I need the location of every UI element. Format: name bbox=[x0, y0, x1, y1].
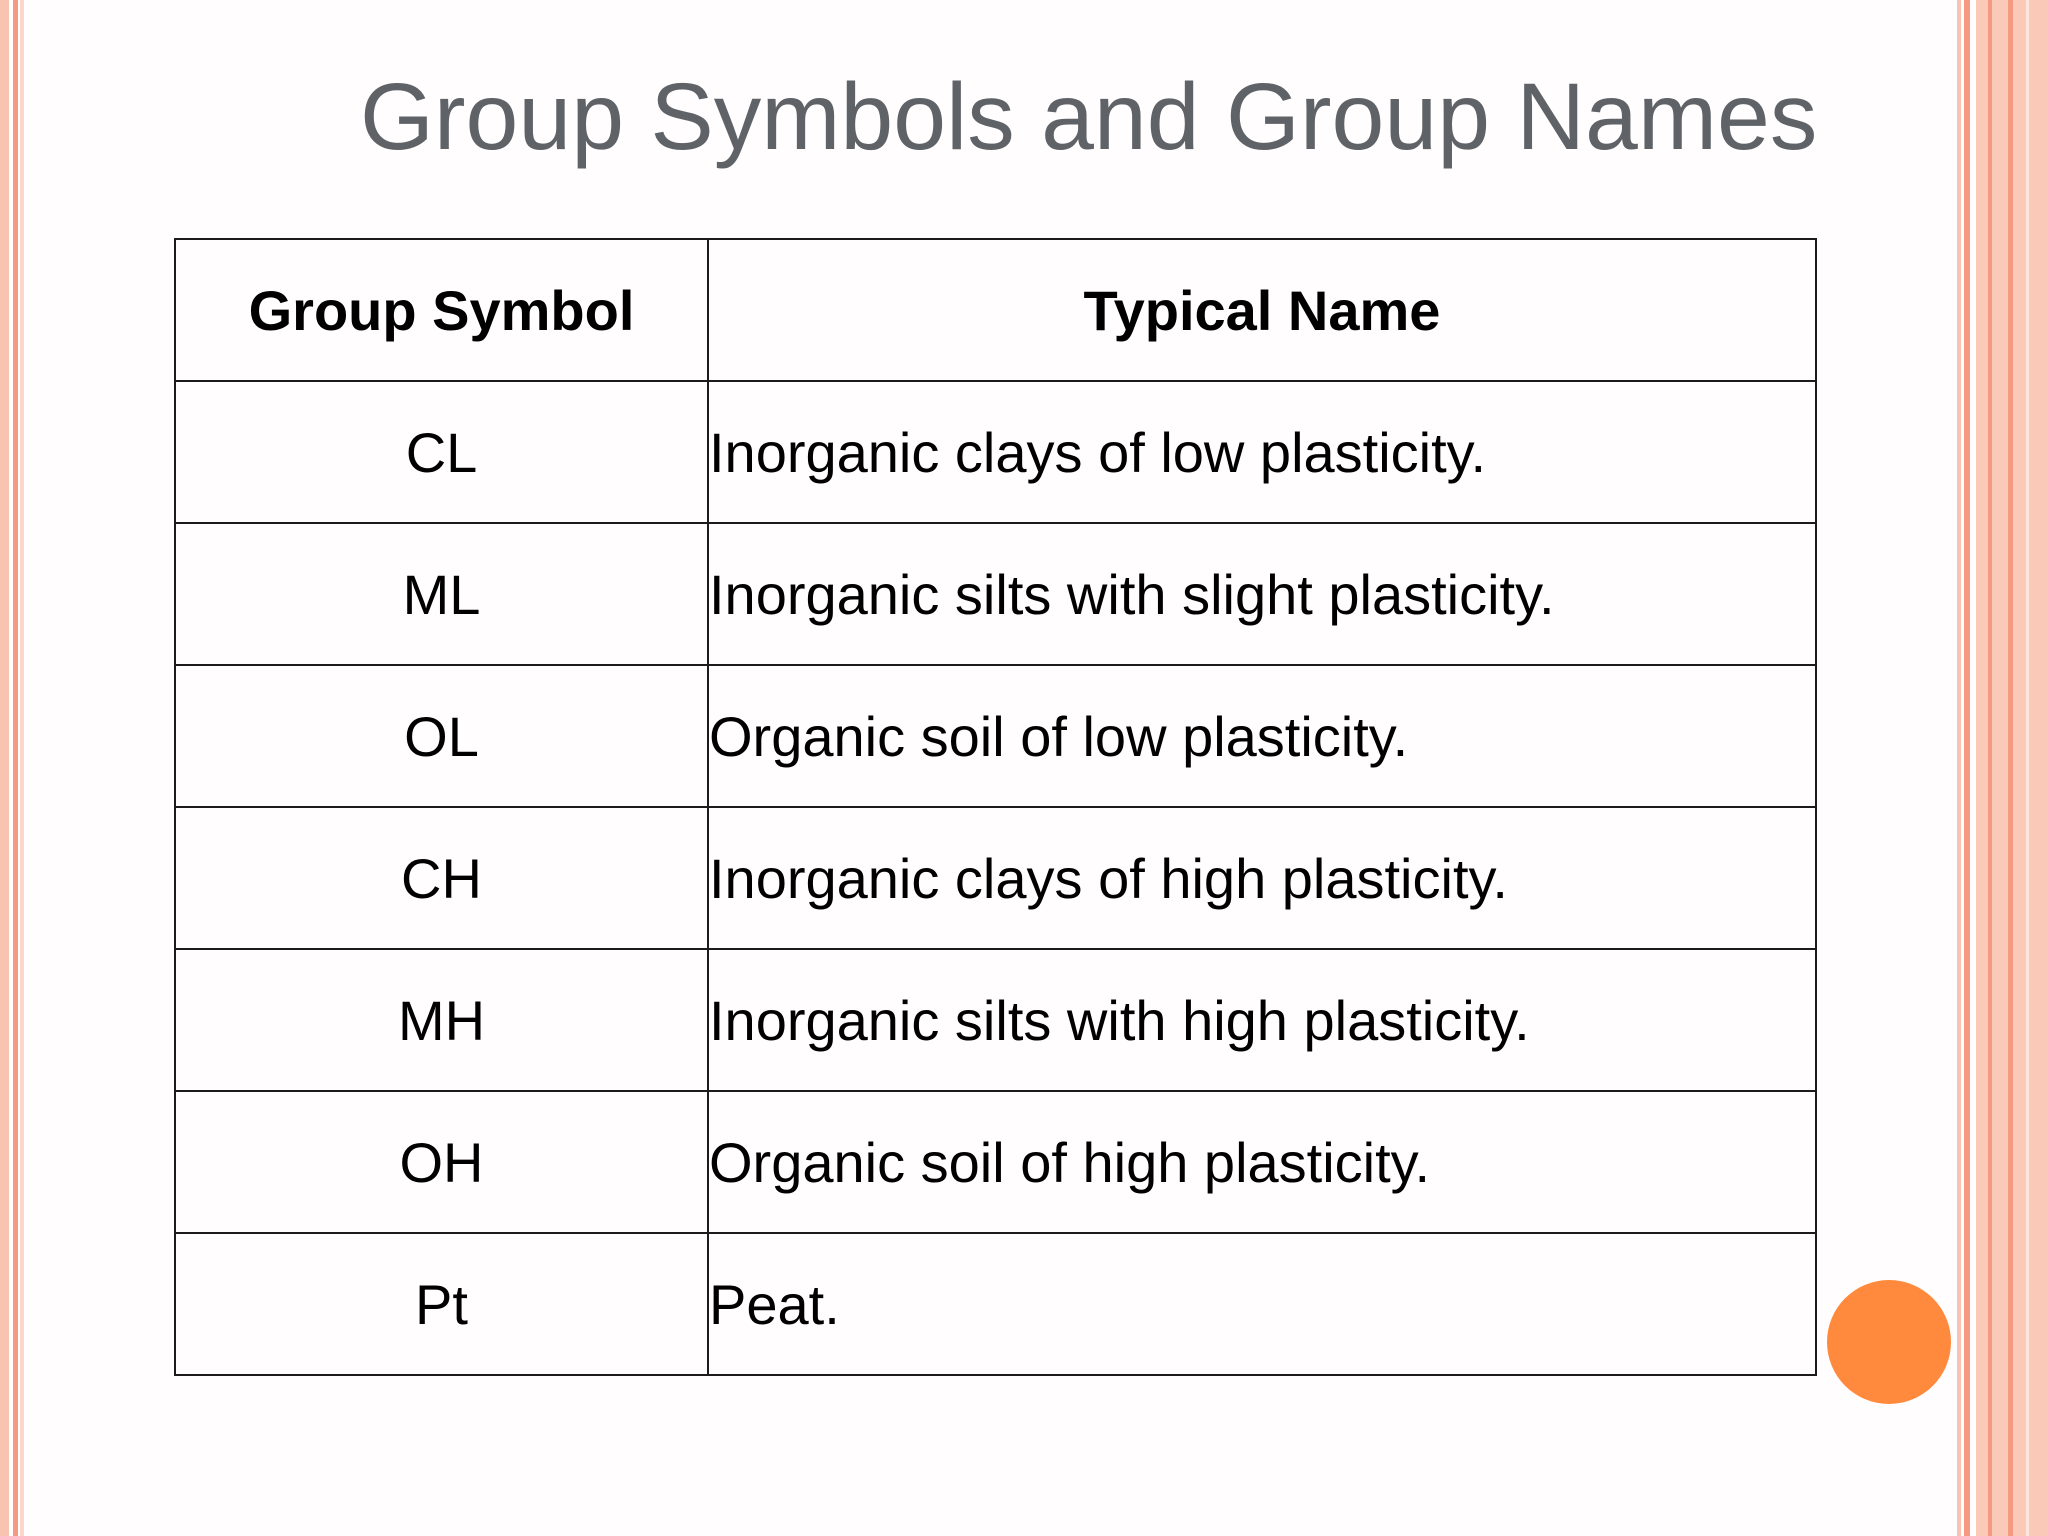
right-border-line-1 bbox=[1957, 0, 1961, 1536]
row-symbol: OL bbox=[175, 665, 708, 807]
right-border-line-3 bbox=[1988, 0, 1992, 1536]
row-name: Inorganic clays of low plasticity. bbox=[708, 381, 1816, 523]
slide-title: Group Symbols and Group Names bbox=[360, 64, 1818, 170]
left-border-outer bbox=[0, 0, 9, 1536]
table-row bbox=[175, 381, 1816, 523]
table-row bbox=[175, 523, 1816, 665]
left-border-inner bbox=[20, 0, 24, 1536]
header-group-symbol: Group Symbol bbox=[175, 239, 708, 381]
row-name: Organic soil of low plasticity. bbox=[708, 665, 1816, 807]
right-border-line-4 bbox=[2008, 0, 2013, 1536]
row-symbol: MH bbox=[175, 949, 708, 1091]
orange-circle-decoration bbox=[1827, 1280, 1951, 1404]
table-row bbox=[175, 949, 1816, 1091]
row-symbol: CH bbox=[175, 807, 708, 949]
header-typical-name: Typical Name bbox=[708, 239, 1816, 381]
right-border-line-5 bbox=[2026, 0, 2029, 1536]
table-row bbox=[175, 1091, 1816, 1233]
row-symbol: CL bbox=[175, 381, 708, 523]
table-header-row bbox=[175, 239, 1816, 381]
group-symbols-table bbox=[174, 238, 1817, 1376]
row-symbol: OH bbox=[175, 1091, 708, 1233]
row-name: Peat. bbox=[708, 1233, 1816, 1375]
table-row bbox=[175, 1233, 1816, 1375]
row-name: Organic soil of high plasticity. bbox=[708, 1091, 1816, 1233]
row-symbol: Pt bbox=[175, 1233, 708, 1375]
table-row bbox=[175, 807, 1816, 949]
right-border-line-2 bbox=[1964, 0, 1970, 1536]
row-name: Inorganic clays of high plasticity. bbox=[708, 807, 1816, 949]
row-name: Inorganic silts with slight plasticity. bbox=[708, 523, 1816, 665]
row-symbol: ML bbox=[175, 523, 708, 665]
row-name: Inorganic silts with high plasticity. bbox=[708, 949, 1816, 1091]
left-border-line bbox=[13, 0, 18, 1536]
table-row bbox=[175, 665, 1816, 807]
